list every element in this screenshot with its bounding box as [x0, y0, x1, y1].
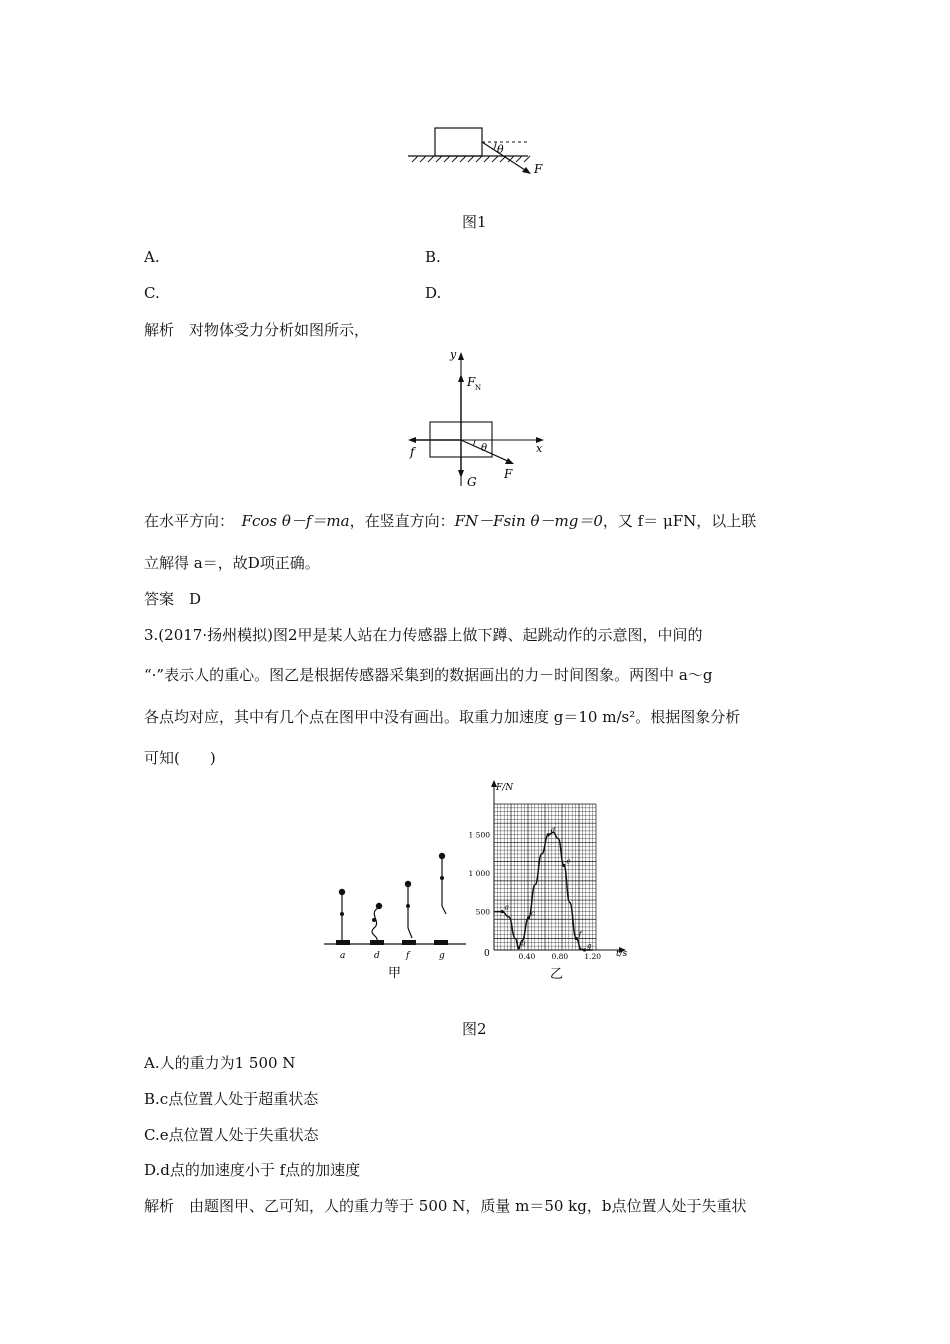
fn-label: F	[467, 375, 476, 389]
chart-grid	[494, 804, 596, 950]
q3-option-b: B.c点位置人处于超重状态	[144, 1090, 319, 1108]
q3-solution	[144, 1196, 746, 1216]
force-f-label: F	[504, 467, 513, 481]
q3-option-a: A.人的重力为1 500 N	[144, 1054, 296, 1072]
yi-caption: 乙	[550, 967, 564, 982]
point-label-e: e	[566, 857, 571, 866]
theta-label: θ	[481, 443, 488, 454]
force-label: F	[534, 162, 543, 176]
block	[435, 128, 482, 156]
question-3-line-3: 各点均对应，其中有几个点在图甲中没有画出。取重力加速度 g＝10 m/s²。根据图象分析	[144, 708, 741, 726]
x-tick-label: 1.20	[584, 952, 602, 961]
option-b: B.	[425, 248, 441, 266]
chart-series	[494, 827, 593, 952]
y-tick-label: 1 000	[468, 869, 490, 879]
equation-line-1	[144, 511, 756, 531]
angle-arc	[494, 142, 496, 149]
foot-g	[442, 906, 446, 914]
eq-mid: ，在竖直方向：	[349, 512, 455, 530]
question-3-line-2: “·”表示人的重心。图乙是根据传感器采集到的数据画出的力－时间图象。两图中 a～g	[144, 666, 713, 684]
theta-label: θ	[497, 143, 504, 156]
pos-label-g: g	[439, 951, 445, 961]
pos-label-a: a	[340, 951, 346, 961]
chart-origin: 0	[484, 949, 490, 959]
option-d: D.	[425, 284, 442, 302]
answer-line	[144, 589, 201, 609]
f-label: f	[410, 445, 415, 459]
y-axis-arrowhead	[458, 352, 464, 360]
point-label-d: d	[550, 826, 556, 835]
cog-g	[440, 876, 444, 880]
sensor-g	[434, 940, 448, 945]
fn-subscript: N	[475, 384, 482, 392]
point-b	[517, 946, 520, 949]
chart-y-label: F/N	[496, 783, 514, 793]
option-a: A.	[144, 248, 160, 266]
head-f	[405, 881, 411, 887]
x-tick-label: 0.40	[518, 952, 536, 961]
figure-1-diagram	[400, 118, 560, 180]
force-arrowhead	[522, 167, 531, 174]
question-3-line-1: 3.(2017·扬州模拟)图2甲是某人站在力传感器上做下蹲、起跳动作的示意图，中间的	[144, 626, 703, 644]
y-tick-label: 500	[475, 907, 490, 917]
answer-label: 答案	[144, 590, 175, 608]
point-e	[562, 864, 565, 867]
head-g	[439, 853, 445, 859]
answer-value: D	[189, 590, 202, 608]
option-c: C.	[144, 284, 160, 302]
point-g	[583, 948, 586, 951]
solution-intro-text: 对物体受力分析如图所示，	[189, 321, 370, 339]
cog-f	[406, 904, 410, 908]
q3-option-c: C.e点位置人处于失重状态	[144, 1126, 319, 1144]
point-a	[501, 910, 504, 913]
fn-arrowhead	[458, 374, 464, 382]
point-label-f: f	[578, 930, 582, 939]
angle-arc	[473, 440, 475, 446]
q3-solution-text: 由题图甲、乙可知，人的重力等于 500 N，质量 m＝50 kg，b点位置人处于失重状	[189, 1197, 747, 1215]
chart-x-label: t/s	[616, 949, 628, 959]
body-d	[372, 908, 378, 940]
x-axis-label: x	[536, 442, 543, 455]
question-3-line-4: 可知( )	[144, 749, 216, 767]
head-a	[339, 889, 345, 895]
cog-d	[372, 918, 376, 922]
force-diagram	[400, 346, 560, 492]
point-c	[527, 916, 530, 919]
figure-2-jia	[320, 850, 470, 980]
sensor-f	[402, 940, 416, 945]
sensor-d	[370, 940, 384, 945]
solution-label: 解析	[144, 321, 175, 339]
equation-line-2: 立解得 a＝，故D项正确。	[144, 554, 320, 572]
eq-prefix: 在水平方向：	[144, 512, 227, 530]
y-tick-label: 1 500	[468, 830, 490, 840]
solution-intro	[144, 320, 369, 340]
head-d	[376, 903, 382, 909]
point-label-c: c	[531, 909, 535, 918]
point-label-b: b	[521, 939, 526, 948]
sensor-a	[336, 940, 350, 945]
pos-label-d: d	[374, 951, 380, 961]
eq-horizontal: Fcos θ－f＝ma	[241, 512, 350, 530]
figure-2-caption: 图2	[462, 1020, 487, 1038]
eq-vertical: FN－Fsin θ－mg＝0	[454, 512, 603, 530]
foot-f	[408, 928, 412, 938]
eq-join: ，又 f＝ μFN，以上联	[602, 512, 757, 530]
point-d	[547, 833, 550, 836]
point-label-a: a	[504, 903, 509, 912]
figure-1-caption: 图1	[462, 213, 487, 231]
g-label: G	[467, 475, 477, 489]
jia-caption: 甲	[388, 966, 402, 980]
force-time-chart	[462, 776, 642, 986]
q3-solution-label: 解析	[144, 1197, 175, 1215]
y-axis-label: y	[450, 348, 457, 361]
f-arrowhead	[408, 437, 416, 443]
pos-label-f: f	[406, 951, 410, 961]
point-label-g: g	[586, 942, 592, 950]
cog-a	[340, 912, 344, 916]
x-tick-label: 0.80	[551, 952, 569, 961]
point-f	[575, 937, 578, 940]
q3-option-d: D.d点的加速度小于 f点的加速度	[144, 1161, 361, 1179]
g-arrowhead	[458, 470, 464, 478]
